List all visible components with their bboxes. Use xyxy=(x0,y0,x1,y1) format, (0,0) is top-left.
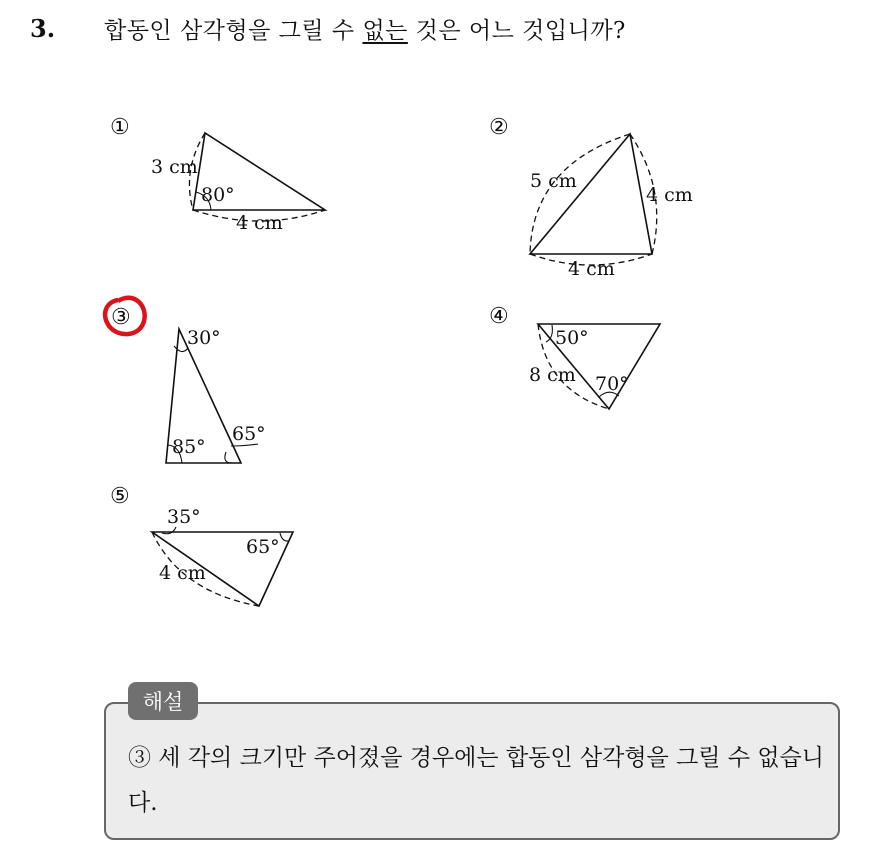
option-5-label-angle-left: 35° xyxy=(167,506,201,528)
option-5-label-angle-right: 65° xyxy=(246,536,280,558)
option-2-marker: ② xyxy=(489,115,509,140)
option-5-label-side: 4 cm xyxy=(159,562,206,584)
option-5-angle-arc-right xyxy=(280,533,289,541)
option-5-marker: ⑤ xyxy=(110,484,130,509)
option-1[interactable] xyxy=(110,115,325,234)
option-4-marker: ④ xyxy=(489,304,509,329)
option-1-marker: ① xyxy=(110,115,130,140)
option-3-label-angle-right: 65° xyxy=(232,423,266,445)
option-3-marker: ③ xyxy=(111,305,131,330)
option-3-label-angle-left: 85° xyxy=(172,436,206,458)
option-4-label-angle-bottom: 70° xyxy=(595,373,629,395)
question-text-part1: 합동인 삼각형을 그릴 수 xyxy=(104,18,363,44)
option-3[interactable] xyxy=(105,298,266,463)
option-5[interactable] xyxy=(110,484,293,606)
option-2-triangle xyxy=(530,134,652,254)
option-1-label-side-a: 3 cm xyxy=(151,156,198,178)
option-3-label-angle-top: 30° xyxy=(187,327,221,349)
option-4[interactable] xyxy=(489,304,660,409)
option-2[interactable] xyxy=(489,115,693,280)
question-text-part2: 것은 어느 것입니까? xyxy=(407,18,626,44)
option-2-label-side-b: 4 cm xyxy=(646,184,693,206)
solution-text: ③ 세 각의 크기만 주어졌을 경우에는 합동인 삼각형을 그릴 수 없습니다. xyxy=(128,745,824,816)
solution-tag: 해설 xyxy=(128,682,198,720)
question-text-underlined: 없는 xyxy=(362,18,408,44)
option-2-label-side-c: 4 cm xyxy=(568,258,615,280)
option-4-label-angle-left: 50° xyxy=(555,327,589,349)
option-1-label-angle: 80° xyxy=(201,184,235,206)
option-3-angle-arc-right xyxy=(225,444,258,463)
option-4-label-side: 8 cm xyxy=(529,364,576,386)
question-number: 3. xyxy=(30,14,56,43)
option-1-label-side-b: 4 cm xyxy=(236,212,283,234)
option-2-label-side-a: 5 cm xyxy=(530,170,577,192)
